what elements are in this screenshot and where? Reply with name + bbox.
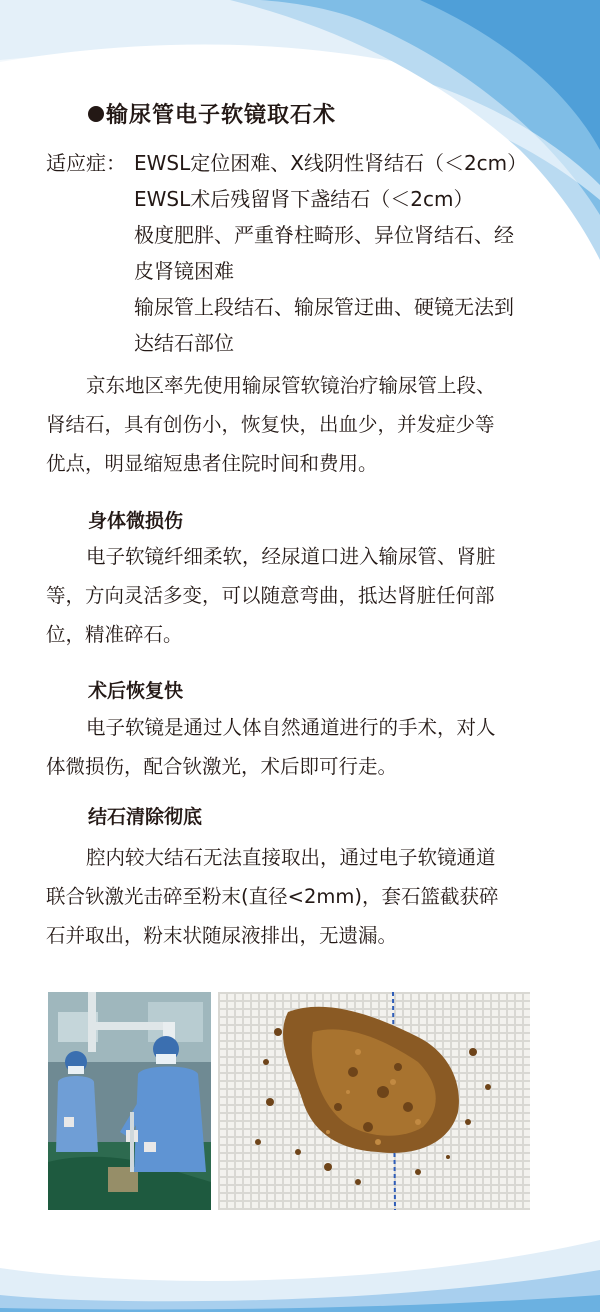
indication-item: 输尿管上段结石、输尿管迂曲、硬镜无法到 <box>134 295 514 319</box>
bullet-icon <box>88 106 104 122</box>
section-paragraph-thorough-clearance <box>46 838 556 955</box>
section-paragraph-fast-recovery <box>46 708 556 786</box>
paragraph-line: 电子软镜是通过人体自然通道进行的手术，对人 <box>86 716 496 739</box>
paragraph-line: 京东地区率先使用输尿管软镜治疗输尿管上段、 <box>86 374 496 397</box>
paragraph-line: 联合钬激光击碎至粉末(直径<2mm)，套石篮截获碎 <box>46 885 499 908</box>
surgery-photo <box>48 992 211 1210</box>
paragraph-line: 优点，明显缩短患者住院时间和费用。 <box>46 452 378 475</box>
paragraph-line: 腔内较大结石无法直接取出，通过电子软镜通道 <box>86 846 496 869</box>
section-heading-fast-recovery: 术后恢复快 <box>88 680 184 702</box>
stone-fragments-photo <box>218 992 530 1210</box>
intro-paragraph <box>46 366 556 483</box>
section-paragraph-minimal-injury <box>46 537 556 654</box>
paragraph-line: 肾结石，具有创伤小，恢复快，出血少，并发症少等 <box>46 413 495 436</box>
indication-item: EWSL定位困难、X线阴性肾结石（＜2cm） <box>134 151 528 175</box>
indications-label: 适应症： <box>46 151 126 175</box>
indication-item: 极度肥胖、严重脊柱畸形、异位肾结石、经 <box>134 223 514 247</box>
paragraph-line: 体微损伤，配合钬激光，术后即可行走。 <box>46 755 398 778</box>
section-heading-thorough-clearance: 结石清除彻底 <box>88 806 203 828</box>
indications-list <box>134 145 554 361</box>
paragraph-line: 石并取出，粉末状随尿液排出，无遗漏。 <box>46 924 398 947</box>
paragraph-line: 等，方向灵活多变，可以随意弯曲，抵达肾脏任何部 <box>46 584 495 607</box>
section-heading-minimal-injury: 身体微损伤 <box>88 510 184 532</box>
indication-item: 皮肾镜困难 <box>134 259 234 283</box>
paragraph-line: 位，精准碎石。 <box>46 623 183 646</box>
indication-item: EWSL术后残留肾下盏结石（＜2cm） <box>134 187 474 211</box>
page-title: 输尿管电子软镜取石术 <box>88 98 336 129</box>
paragraph-line: 电子软镜纤细柔软，经尿道口进入输尿管、肾脏 <box>86 545 496 568</box>
indication-item: 达结石部位 <box>134 331 234 355</box>
